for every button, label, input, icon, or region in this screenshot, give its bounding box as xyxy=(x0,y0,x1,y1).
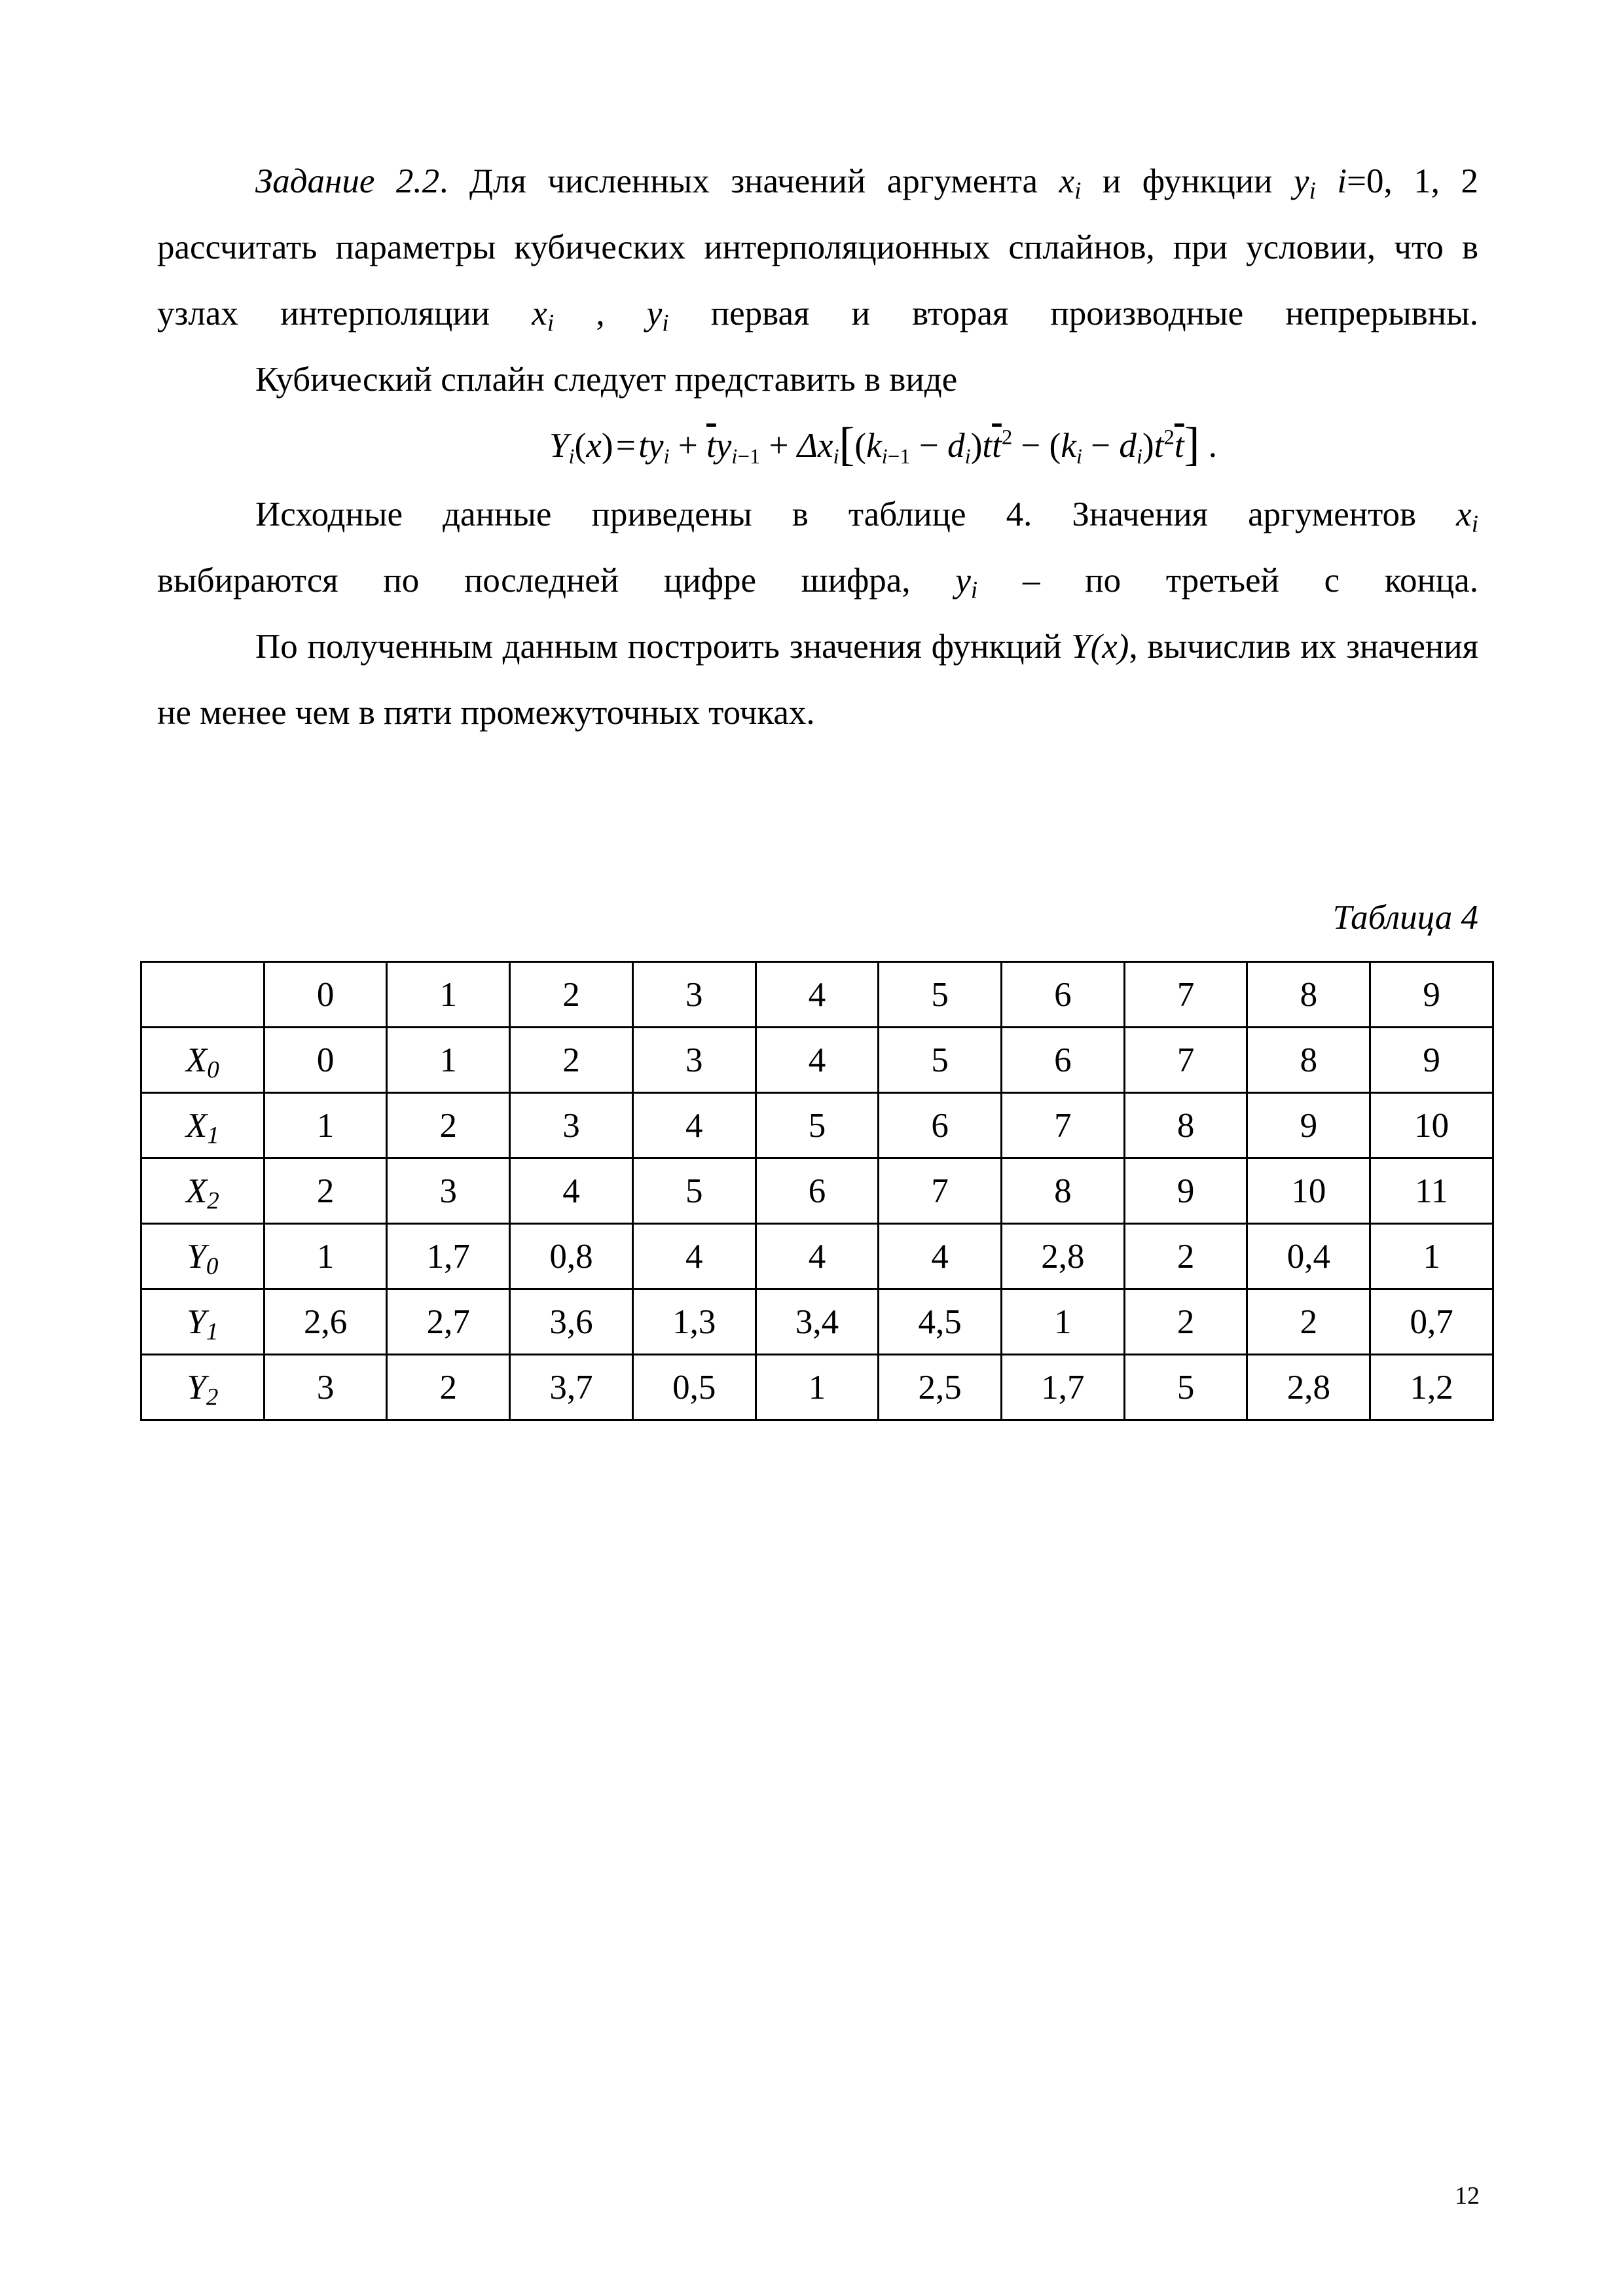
table-cell: 1,7 xyxy=(1002,1355,1125,1420)
table-header-cell: 5 xyxy=(879,962,1002,1028)
table-header-cell: 7 xyxy=(1124,962,1247,1028)
table-cell: 2,8 xyxy=(1002,1224,1125,1289)
table-header-cell xyxy=(141,962,264,1028)
table-header-cell: 0 xyxy=(264,962,387,1028)
table-cell: 8 xyxy=(1124,1093,1247,1158)
table-cell: 2,8 xyxy=(1247,1355,1370,1420)
table-header-row xyxy=(141,962,1493,1028)
table-cell: 2 xyxy=(1124,1289,1247,1355)
table-cell: 9 xyxy=(1124,1158,1247,1224)
table-header-cell: 8 xyxy=(1247,962,1370,1028)
table-cell: 1,2 xyxy=(1370,1355,1493,1420)
table-cell: 11 xyxy=(1370,1158,1493,1224)
table-row-label: $Y_1$ xyxy=(141,1289,264,1355)
table-cell: 3 xyxy=(632,1028,756,1093)
table-header-cell: 6 xyxy=(1002,962,1125,1028)
table-cell: 8 xyxy=(1002,1158,1125,1224)
body-text xyxy=(157,149,1478,746)
table-cell: 6 xyxy=(1002,1028,1125,1093)
table-header-cell: 9 xyxy=(1370,962,1493,1028)
table-row-label: $Y_2$ xyxy=(141,1355,264,1420)
table-cell: 7 xyxy=(879,1158,1002,1224)
table-cell: 1 xyxy=(387,1028,510,1093)
table-row-label: $Y_0$ xyxy=(141,1224,264,1289)
table-cell: 8 xyxy=(1247,1028,1370,1093)
table-cell: 6 xyxy=(756,1158,879,1224)
paragraph-source-data: Исходные данные приведены в таблице 4. Значения аргументов $x_i$ выбираются по последней цифре шифра, $y_i$ – по третьей с конца. xyxy=(157,495,1478,604)
table-cell: 2,6 xyxy=(264,1289,387,1355)
table-cell: 1 xyxy=(264,1093,387,1158)
table-cell: 5 xyxy=(1124,1355,1247,1420)
table-row xyxy=(141,1028,1493,1093)
table-cell: 7 xyxy=(1124,1028,1247,1093)
table-cell: 4 xyxy=(510,1158,633,1224)
table-cell: 4 xyxy=(632,1093,756,1158)
table-cell: 4 xyxy=(756,1224,879,1289)
table-cell: 2 xyxy=(387,1093,510,1158)
table-row xyxy=(141,1355,1493,1420)
table-cell: 0 xyxy=(264,1028,387,1093)
table-cell: 4,5 xyxy=(879,1289,1002,1355)
table-row-label: $X_0$ xyxy=(141,1028,264,1093)
table-cell: 1 xyxy=(756,1355,879,1420)
table-cell: 3 xyxy=(264,1355,387,1420)
table-header-cell: 2 xyxy=(510,962,633,1028)
table-cell: 2 xyxy=(510,1028,633,1093)
table-cell: 1 xyxy=(1370,1224,1493,1289)
paragraph-task-description: Задание 2.2. Для численных значений аргумента $x_i$ и функции $y_i$ i=0, 1, 2 рассчитать параметры кубических интерполяционных сплайнов, при условии, что в узлах интерполяции $x_i$ , $y_i$ первая и вторая производные непрерывны. xyxy=(157,162,1479,337)
table-cell: 10 xyxy=(1247,1158,1370,1224)
table-header-cell: 3 xyxy=(632,962,756,1028)
paragraph-instructions: По полученным данным построить значения функций Y(x), вычислив их значения не менее чем в пяти промежуточных точках. xyxy=(157,628,1478,732)
table-cell: 3,4 xyxy=(756,1289,879,1355)
table-cell: 10 xyxy=(1370,1093,1493,1158)
table-cell: 5 xyxy=(756,1093,879,1158)
table-cell: 0,5 xyxy=(632,1355,756,1420)
table-cell: 3,7 xyxy=(510,1355,633,1420)
table-cell: 1 xyxy=(1002,1289,1125,1355)
table-cell: 9 xyxy=(1247,1093,1370,1158)
table-cell: 5 xyxy=(879,1028,1002,1093)
table-row-label: $X_2$ xyxy=(141,1158,264,1224)
table-header-cell: 4 xyxy=(756,962,879,1028)
table-cell: 2,7 xyxy=(387,1289,510,1355)
spline-formula: Yi(x) = tyi + $\overline{t}yi-1 + \Delta xi[(ki-1 - di)t\overline{t}^2 - (ki - di)t^2\overline{t}]$ . xyxy=(549,418,1217,471)
table-cell: 0,7 xyxy=(1370,1289,1493,1355)
table-cell: 5 xyxy=(632,1158,756,1224)
table-cell: 1,3 xyxy=(632,1289,756,1355)
table-cell: 0,4 xyxy=(1247,1224,1370,1289)
table-cell: 2 xyxy=(264,1158,387,1224)
table-cell: 4 xyxy=(756,1028,879,1093)
table-row-label: $X_1$ xyxy=(141,1093,264,1158)
table-caption: Таблица 4 xyxy=(1332,899,1478,937)
table-row xyxy=(141,1158,1493,1224)
table-cell: 6 xyxy=(879,1093,1002,1158)
table-cell: 4 xyxy=(632,1224,756,1289)
table-cell: 7 xyxy=(1002,1093,1125,1158)
table-cell: 4 xyxy=(879,1224,1002,1289)
table-cell: 2 xyxy=(387,1355,510,1420)
task-label: Задание 2.2 xyxy=(255,162,440,200)
table-cell: 3 xyxy=(510,1093,633,1158)
table-header-cell: 1 xyxy=(387,962,510,1028)
table-cell: 2 xyxy=(1247,1289,1370,1355)
table-cell: 2,5 xyxy=(879,1355,1002,1420)
table-row xyxy=(141,1289,1493,1355)
table-cell: 1 xyxy=(264,1224,387,1289)
table-row xyxy=(141,1224,1493,1289)
table-cell: 9 xyxy=(1370,1028,1493,1093)
table-cell: 0,8 xyxy=(510,1224,633,1289)
paragraph-spline-intro: Кубический сплайн следует представить в виде xyxy=(255,361,958,399)
table-cell: 3,6 xyxy=(510,1289,633,1355)
table-cell: 3 xyxy=(387,1158,510,1224)
table-row xyxy=(141,1093,1493,1158)
data-table xyxy=(140,961,1494,1421)
page-number: 12 xyxy=(1455,2182,1480,2210)
table-cell: 2 xyxy=(1124,1224,1247,1289)
table-cell: 1,7 xyxy=(387,1224,510,1289)
